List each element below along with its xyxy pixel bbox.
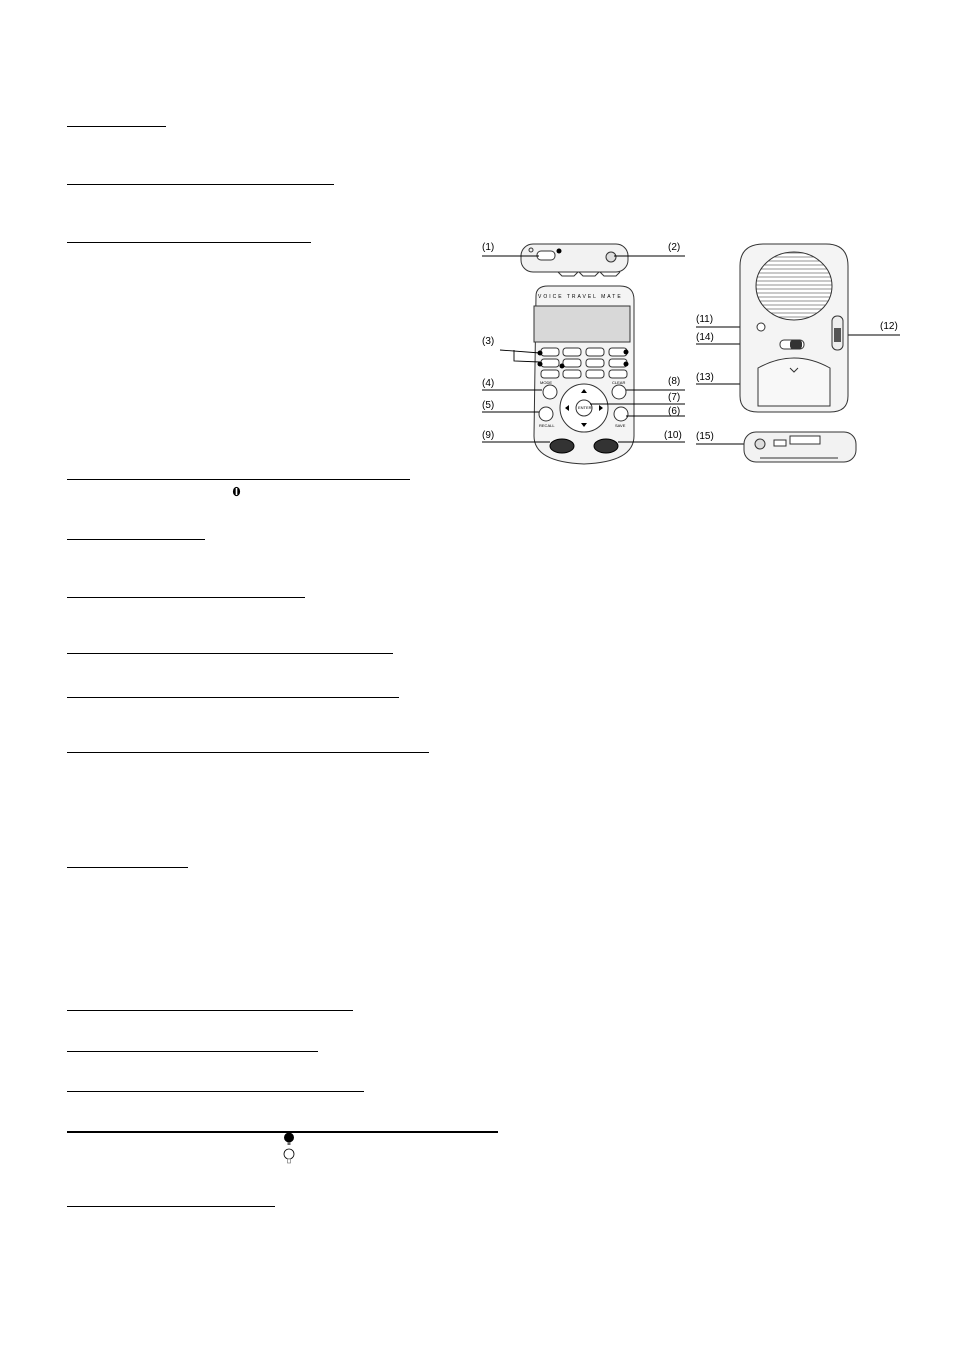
device-diagram (478, 236, 908, 474)
callout-6: (6) (668, 406, 681, 417)
callout-5: (5) (482, 400, 495, 411)
callout-11: (11) (696, 314, 714, 325)
device-brand-label: VOICE TRAVEL MATE (538, 294, 623, 300)
callout-8: (8) (668, 376, 681, 387)
heading-rule-12 (67, 1051, 318, 1052)
power-symbol-icon (232, 484, 241, 502)
key-enter-label: ENTER (578, 405, 592, 410)
heading-rule-9 (67, 752, 429, 753)
device-bottom-edge-view (744, 432, 856, 462)
callout-7: (7) (668, 392, 681, 403)
callout-9: (9) (482, 430, 495, 441)
heading-rule-3 (67, 242, 311, 243)
lamp-off-icon (283, 1148, 295, 1171)
callout-2: (2) (668, 242, 681, 253)
callout-12: (12) (880, 321, 898, 332)
heading-rule-2 (67, 184, 334, 185)
heading-rule-4 (67, 479, 410, 480)
heading-rule-10 (67, 867, 188, 868)
callout-14: (14) (696, 332, 714, 343)
callout-3: (3) (482, 336, 495, 347)
heading-rule-5 (67, 539, 205, 540)
heading-rule-8 (67, 697, 399, 698)
key-save-label: SAVE (615, 423, 626, 428)
callout-13: (13) (696, 372, 714, 383)
device-top-edge-view (521, 244, 628, 276)
heading-rule-6 (67, 597, 305, 598)
callout-15: (15) (696, 431, 714, 442)
heading-rule-15 (67, 1206, 275, 1207)
key-mode-label: MODE (540, 380, 552, 385)
heading-rule-7 (67, 653, 393, 654)
callout-10: (10) (664, 430, 682, 441)
key-recall-label: RECALL (539, 423, 555, 428)
callout-4: (4) (482, 378, 495, 389)
callout-1: (1) (482, 242, 495, 253)
heading-rule-11 (67, 1010, 353, 1011)
device-back-view (740, 244, 848, 412)
heading-rule-1 (67, 126, 166, 127)
key-clear-label: CLEAR (612, 380, 626, 385)
device-front-view (534, 286, 634, 464)
heading-rule-13 (67, 1091, 364, 1092)
